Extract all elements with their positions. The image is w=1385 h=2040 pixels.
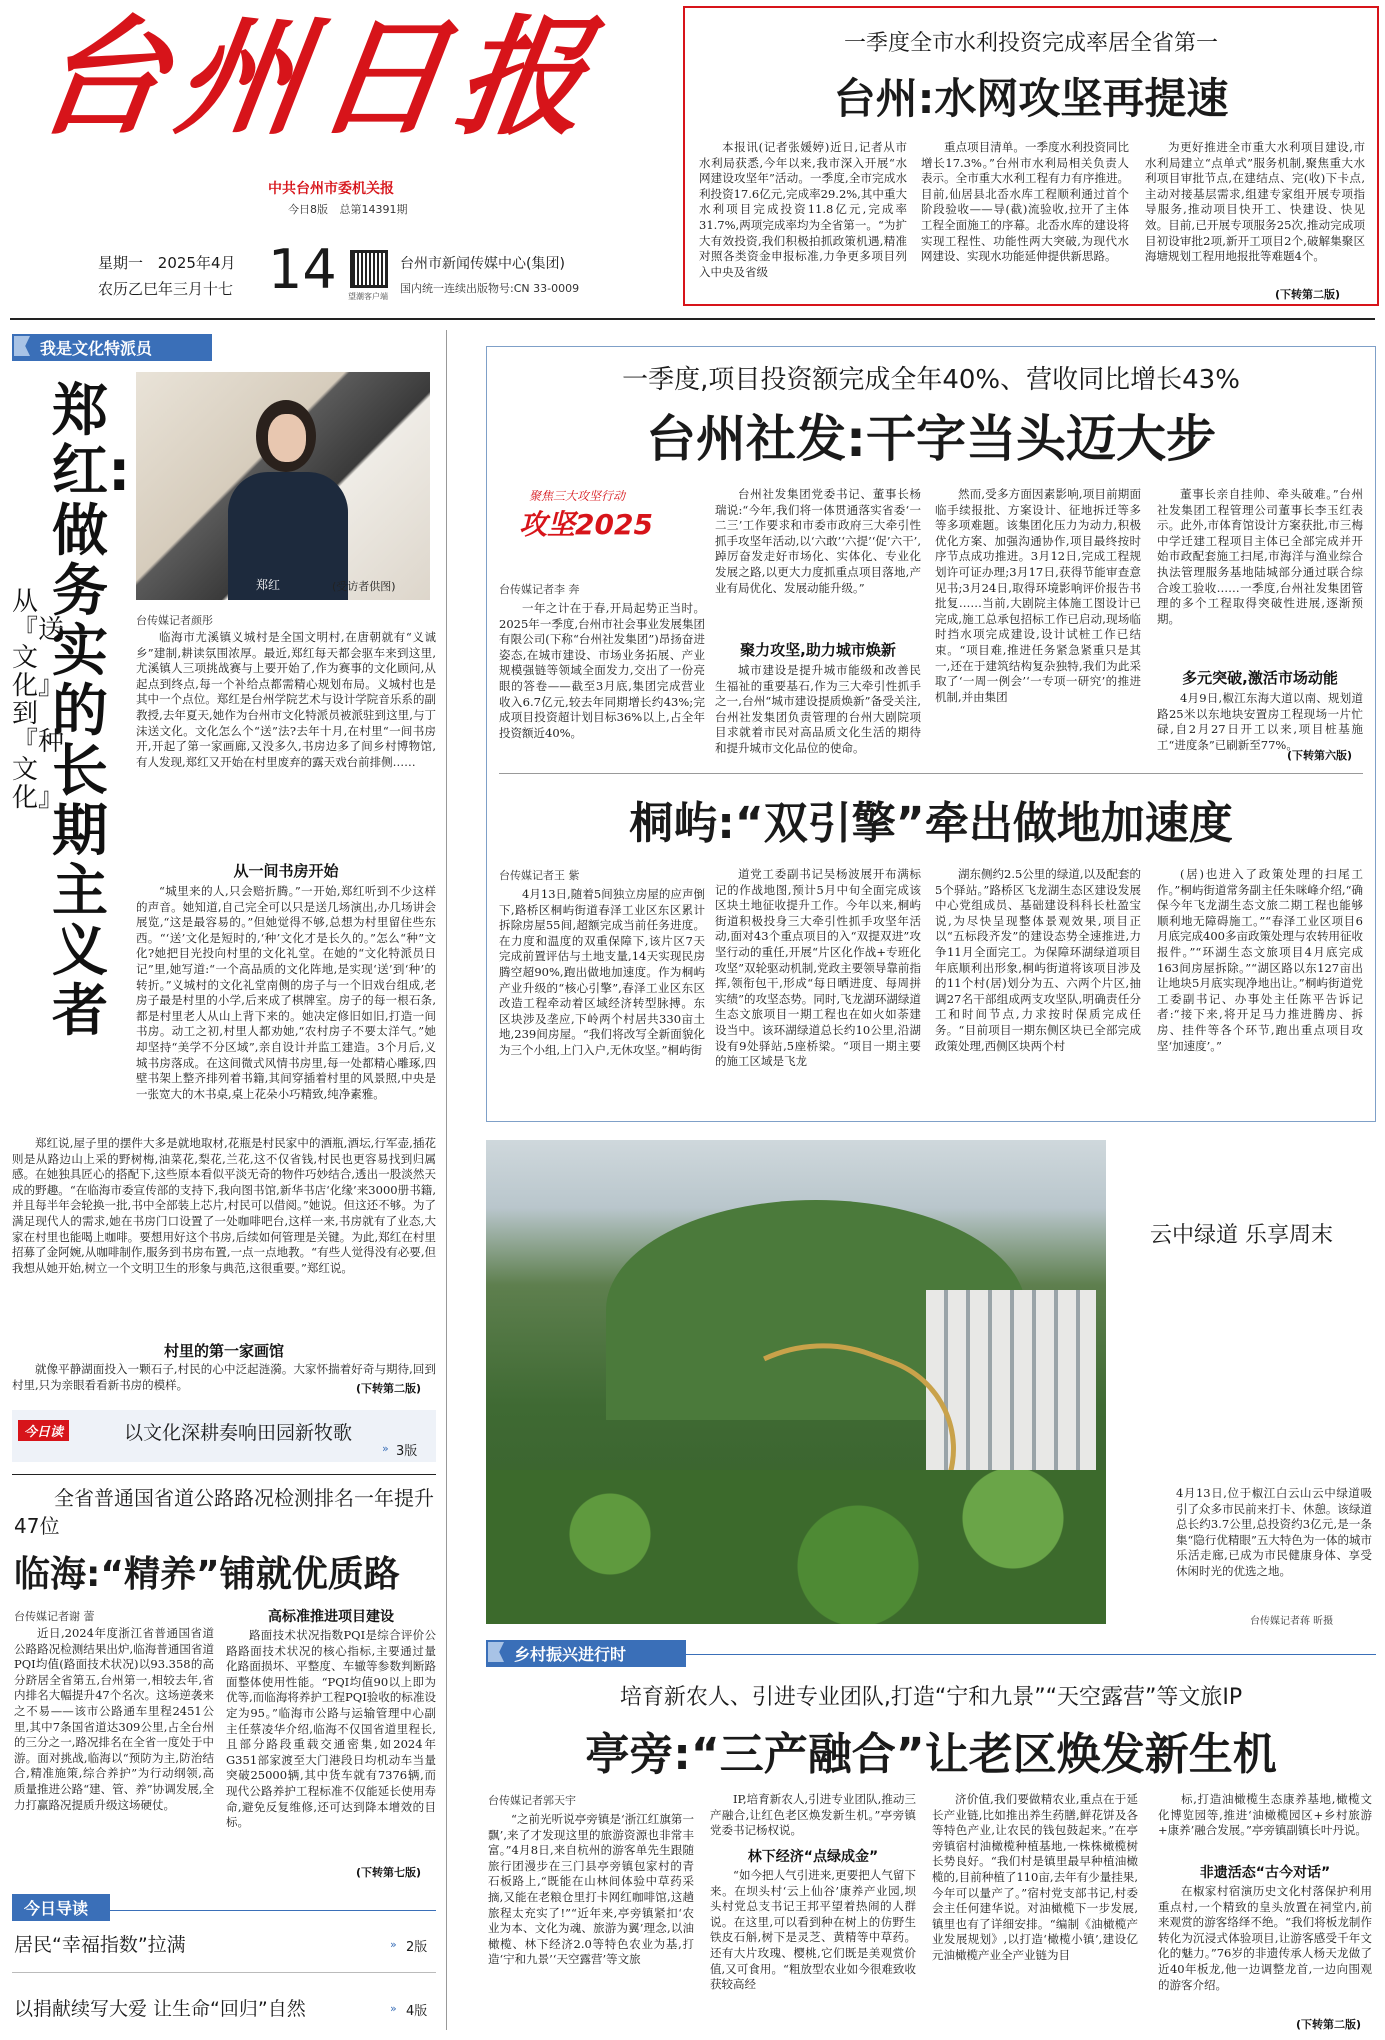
promo-page[interactable]: 3版 [396,1444,418,1459]
masthead [0,0,680,245]
linhai-col-2: 路面技术状况指数PQI是综合评价公路路面技术状况的核心指标,主要通过量化路面损坏、平整度、车辙等参数判断路面整体使用性能。“PQI均值90以上即为优等,而临海将养护工程PQI验收的标准设定为95。”临海市公路与运输管理中心副主任蔡凌华介绍,临海不仅国省道里程长,且部分路段重载交通密集,如2024年G351部家渡至大门港段日均机动车当量突破25000辆,其中货车就有7376辆,而现代公路养护工程标准不仅能延长使用寿命,避免反复维修,还可达到降本增效的目标。 [226,1628,436,1830]
double-chevron-icon: » [390,2002,397,2015]
shefa-col-1: 一年之计在于春,开局起势正当时。2025年一季度,台州市社会事业发展集团有限公司(下称“台州社发集团”)昂扬奋进姿态,在城市建设、市场业务拓展、产业规模强链等领域全面发力,交出了一份亮眼的答卷——截至3月底,集团完成营业收入6.7亿元,较去年同期增长约43%;完成项目投资超计划目标36%以上,占全年投资额近40%。 [499,601,705,740]
shefa-sub-1: 聚力攻坚,助力城市焕新 [740,641,896,659]
top-story-col-3: 为更好推进全市重大水利项目建设,市水利局建立“点单式”服务机制,聚焦重大水利项目审批节点,在建结点、完(收)下卡点,主动对接基层需求,组建专家组开展专项指导服务,推动项目快开工、快建设、快见效。目前,已开展专项服务25次,推动完成项目初设审批2项,新开工项目2个,破解集聚区海塘规划工程用地报批等难题4个。 [1145,140,1365,264]
top-story-headline[interactable]: 台州:水网攻坚再提速 [833,74,1229,123]
linhai-col-1: 近日,2024年度浙江省普通国省道公路路况检测结果出炉,临海普通国省道PQI均值(路面技术状况)以93.358的高分跻居全省第五,台州第一,相较去年,省内排名大幅提升47个名次。这场逆袭来之不易——该市公路通车里程2451公里,其中7条国省道达309公里,占全台州的三分之一,路况排名在全省一度处于中游。面对挑战,临海以“预防为主,防治结合,精准施策,综合养护”为行动纲领,高质量推进公路“建、管、养”协调发展,全力打赢路况提质升级这场硬仗。 [14,1626,214,1812]
shefa-headline[interactable]: 台州社发:干字当头迈大步 [646,410,1216,468]
shefa-col-2a: 台州社发集团党委书记、董事长杨瑞说:“今年,我们将一体贯通落实省委‘一二三’工作要求和市委市政府三大牵引性抓手攻坚年活动,以‘六敢’‘六提’‘促’六干’,踔厉奋发走好市场化、实体化、专业化发展之路,以更大力度抓重点项目落地,产业有局优化、发展动能升级。” [715,487,921,595]
culture-byline: 台传媒记者颜彤 [136,614,213,627]
culture-sub-1: 从一间书房开始 [233,862,339,880]
shefa-sub-2: 多元突破,激活市场动能 [1182,669,1338,687]
shefa-col-4b: 4月9日,椒江东海大道以南、规划道路25米以东地块安置房工程现场一片忙碌,自2月27日开工以来,项目桩基施工“进度条”已刷新至77%。 [1157,691,1363,751]
culture-body-2: “城里来的人,只会赔折腾。”一开始,郑红听到不少这样的声音。她知道,自己完全可以只是送几场演出,办几场讲会展览,“这是最容易的。”但她觉得不够,总想为村里留住些东西。“‘送’文化是短时的,‘种’文化才是长久的。”怎么“种”文化?她把目光投向村里的文化礼堂。在她的“文化特派员日记”里,她写道:“一个高品质的文化阵地,是实现‘送’到‘种’的转折。”义城村的文化礼堂南侧的房子与一个旧戏台组成,老房子最是村里的小学,后来成了棋牌室。房子的每一根石条,都是村里老人从山上背下来的。她决定修旧如旧,打造一间书房。动工之初,村里人都劝她,“农村房子不要太洋气。”她却坚持“美学不分区域”,亲自设计并监工建造。3个月后,义城书房落成。在这间微式风情书房里,每一处都精心雕琢,四壁书架上整齐排列着书籍,其间穿插着村里的风景照,中央是一张宽大的木书桌,桌上花朵小巧精致,纯净素雅。 [136,884,436,1101]
tingpang-headline[interactable]: 亭旁:“三产融合”让老区焕发新生机 [585,1729,1277,1780]
culture-body-4: 就像平静湖面投入一颗石子,村民的心中泛起涟漪。大家怀揣着好奇与期待,回到村里,只为亲眼看看新书房的模样。 [12,1362,436,1392]
tingpang-sub-1: 林下经济“点绿成金” [747,1849,879,1865]
tingpang-col-3: 济价值,我们要做精农业,重点在于延长产业链,比如推出养生药膳,鲜花饼及各等特色产业,让农民的钱包鼓起来。”在亭旁镇宿村油橄榄种植基地,一株株橄榄树长势良好。“我们村是镇里最早种植油橄榄的,目前种植了110亩,去年有少量挂果,今年可以量产了。”宿村党支部书记,村委会主任何建华说。对油橄榄下一步发展,镇里也有了详细安排。“编制《油橄榄产业发展规划》,以打造‘橄榄小镇’,建设亿元油橄榄产业全产业链为目 [932,1792,1138,1962]
guide-item-2-page[interactable]: 4版 [406,2004,428,2019]
top-story-kicker: 一季度全市水利投资完成率居全省第一 [843,31,1218,56]
promo-box[interactable] [12,1410,436,1462]
culture-body-3: 郑红说,屋子里的摆件大多是就地取材,花瓶是村民家中的酒瓶,酒坛,行军壶,插花则是从路边山上采的野树梅,油菜花,梨花,兰花,这不仅省钱,村民也更容易找到归属感。在她独具匠心的搭配下,这些原本看似平淡无奇的物件巧妙结合,透出一股淡然天成的野趣。“在临海市委宣传部的支持下,我向图书馆,新华书店‘化缘’来3000册书籍,并且每半年会轮换一批,书中全部装上芯片,村民可以借阅。”她说。但这还不够。为了满足现代人的需求,她在书房门口设置了一处咖啡吧台,这样一来,书房就有了业态,大家在村里也能喝上咖啡。要想用好这个书房,后续如何管理是关键。为此,郑红在村里招募了金阿婉,从咖啡制作,服务到书房布置,一点一点地教。“有些人觉得没有必要,但我想从她开始,树立一个文明卫生的形象与典范,这很重要。”郑红说。 [12,1136,436,1275]
shefa-badge-text: 攻坚2025 [519,508,653,541]
shefa-col-3: 然而,受多方面因素影响,项目前期面临手续报批、方案设计、征地拆迁等多等多项难题。该集团化压力为动力,积极优化方案、加强沟通协作,项目最终按时序节点成功推进。3月12日,完成工程规划许可证办理;3月17日,获得节能审查意见书;3月24日,取得环境影响评价报告书批复……当前,大剧院主体施工图设计已完成,施工总承包招标工作已启动,现场临时挡水项完成建设,设计试桩工作已结束。“项目难,推进任务紧急紧重只是其一,还在于建筑结构复杂独特,我们为此采取了‘一周一例会’‘一专项一研究’的推进机制,并由集团 [935,487,1141,704]
shefa-frame [486,346,1376,1122]
tingpang-tag: 乡村振兴进行时 [486,1640,686,1667]
qr-code-icon[interactable] [350,250,388,288]
guide-item-1[interactable]: 居民“幸福指数”拉满 [14,1934,186,1956]
tingpang-col-2a: IP,培育新农人,引进专业团队,推动三产融合,让红色老区焕发新生机。”亭旁镇党委书记杨权说。 [710,1792,916,1838]
culture-tag: 我是文化特派员 [12,334,212,361]
linhai-headline[interactable]: 临海:“精养”铺就优质路 [14,1554,400,1595]
tongyu-col-3: 湖东侧约2.5公里的绿道,以及配套的5个驿站。”路桥区飞龙湖生态区建设发展中心党组成员、基础建设科科长杜盈宝说,为尽快呈现整体景观效果,项目正以“五标段齐发”的建设态势全速推进,力争11月全面完工。为保障环湖绿道项目年底顺利出形象,桐屿街道将该项目涉及的11个村(居)划分为五、六两个片区,抽调27名干部组成两支攻坚队,明确责任分工和时间节点,力求按时保质完成任务。“目前项目一期东侧区块已全部完成政策处理,西侧区块两个村 [935,867,1141,1053]
shefa-badge [499,487,689,547]
tingpang-more[interactable]: (下转第二版) [1296,2018,1362,2031]
photo-credit: (受访者供图) [332,580,396,593]
tongyu-byline: 台传媒记者王 紫 [499,869,580,882]
photo-credit-line: 台传媒记者蒋 昕摄 [1250,1616,1334,1627]
date-weekday: 星期一 [98,254,144,272]
promo-label: 今日读 [18,1420,69,1441]
tingpang-col-2b: “如今把人气引进来,更要把人气留下来。在坝头村‘云上仙谷’康养产业园,坝头村党总支书记王邦平望着热闹的人群说。在这里,可以看到种在树上的仿野生铁皮石斛,树下是灵芝、黄精等中草药。还有大片玫瑰、樱桃,它们既是美观赏价值,又可食用。“粗放型农业如今很难致收获较高经 [710,1868,916,1992]
shefa-badge-top: 聚焦三大攻坚行动 [529,489,626,503]
date-day: 14 [268,238,337,301]
tongyu-col-2: 道党工委副书记吴杨波展开布满标记的作战地图,预计5月中旬全面完成该区块土地征收提升工作。今年以来,桐屿街道积极投身三大牵引性抓手攻坚年活动,面对43个重点项目的入“双提双进”攻坚行动的重任,开展“片区化作战+专班化攻坚”双轮驱动机制,党政主要领导靠前指挥,领衔包干,形成“每日晒进度、每周拼实绩”的攻坚态势。同时,飞龙湖环湖绿道生态文旅项目一期工程也在如火如荼建设当中。该环湖绿道总长约10公里,沿湖设有9处驿站,5座桥梁。“项目一期主要的施工区域是飞龙 [715,867,921,1069]
shefa-col-4a: 董事长亲自挂帅、牵头破难。”台州社发集团工程管理公司董事长李玉红表示。此外,市体育馆设计方案获批,市三梅中学迁建工程项目主体已全部完成并开始市政配套施工扫尾,市海洋与渔业综合执法管理服务基地陆城部分通过联合综合竣工验收……一季度,台州社发集团管理的多个工程取得突破性进展,逐渐预期。 [1157,487,1363,626]
linhai-sub: 高标准推进项目建设 [268,1609,394,1625]
photo-caption: 4月13日,位于椒江白云山云中绿道吸引了众多市民前来打卡、休憩。该绿道总长约3.7公里,总投资约3亿元,是一条集“隐行优精眼”五大特色为一体的城市乐活走廊,已成为市民健康身体、享受休闲时光的优选之地。 [1176,1486,1372,1578]
shefa-more[interactable]: (下转第六版) [1287,749,1353,762]
photo-foreground-trees [486,1470,1106,1624]
tingpang-sub-2: 非遗活态“古今对话” [1199,1865,1331,1881]
portrait-body [228,472,348,600]
promo-text: 以文化深耕奏响田园新牧歌 [124,1422,353,1444]
masthead-edition: 今日8版 [288,203,328,216]
guide-divider [12,1972,436,1973]
culture-headline[interactable]: 郑红:做务实的长期主义者 [52,379,131,1044]
masthead-sponsor: 中共台州市委机关报 [268,181,394,197]
top-story-col-2: 重点项目清单。一季度水利投资同比增长17.3%。”台州市水利局相关负责人表示。全市重大水利工程有力有序推进。目前,仙居县北岙水库工程顺利通过首个阶段验收——导(截)流验收,拉开了主体工程全面施工的序幕。北岙水库的建设将实现工程性、功能性两大突破,为现代水网建设、实现水功能延伸提供新思路。 [921,140,1129,264]
culture-more[interactable]: (下转第二版) [356,1382,422,1395]
top-story-more[interactable]: (下转第二版) [1275,288,1341,301]
cn-number: 国内统一连续出版物号:CN 33-0009 [400,282,580,295]
linhai-more[interactable]: (下转第七版) [356,1866,422,1879]
date-lunar: 农历乙巳年三月十七 [98,280,234,298]
culture-subhead: 从『送文化』到『种文化』 [12,587,65,813]
column-divider [446,330,447,2030]
tongyu-col-4: (居)也进入了政策处理的扫尾工作。”桐屿街道常务副主任朱咪峰介绍,“确保今年飞龙湖生态文旅二期工程也能够顺利地无障碍施工。”“春泽工业区项目6月底完成400多亩政策处理与农转用征收报件。”“环湖生态文旅项目4月底完成163间房屋拆除。”“湖区路以东127亩出让地块5月底实现净地出让。”桐屿街道党工委副书记、办事处主任陈平告诉记者:“接下来,将开足马力推进腾房、拆房、挂件等各个环节,跑出重点项目攻坚‘加速度’。” [1157,867,1363,1053]
masthead-title: 台州日报 [27,3,609,153]
guide-item-2[interactable]: 以捐献续写大爱 让生命“回归”自然 [14,1998,306,2020]
guide-rule [110,1910,436,1911]
masthead-edition-line [288,201,408,217]
shefa-kicker: 一季度,项目投资额完成全年40%、营收同比增长43% [622,365,1240,395]
guide-label: 今日导读 [12,1894,110,1921]
photo-title: 云中绿道 乐享周末 [1150,1223,1333,1248]
tongyu-col-1: 4月13日,随着5间独立房屋的应声倒下,路桥区桐屿街道春泽工业区东区累计拆除房屋55间,超额完成当前任务进度。在力度和温度的双重保障下,该片区7天完成前置评估与土地支量,14天实现民房腾空超90%,跑出做地加速度。作为桐屿产业升级的“核心引擎”,春泽工业区东区改造工程牵动着区域经济转型脉搏。东区块涉及垄应,下岭两个村居共330亩土地,239间房屋。“我们将改写全新面貌化为三个小组,上门入户,无休攻坚。”桐屿街 [499,887,705,1057]
culture-body-1: 临海市尤溪镇义城村是全国文明村,在唐朝就有“义诚乡”建制,耕读氛围浓厚。最近,郑红每天都会驱车来到这里,尤溪镇人三项挑战赛与上要开始了,作为赛事的文化顾问,从起点到终点,每一个补给点都需精心规划布局。义城村也是其中一个点位。郑红是台州学院艺术与设计学院音乐系的副教授,去年夏天,她作为台州市文化特派员被派驻到这里,与丁沫送文化。文化怎么个“送”法?去年十月,在村里“一间书房开,开起了第一家画廊,又没多久,书房边多了间乡村博物馆,有人发现,郑红又开始在村里废弃的露天戏台前排侧…… [136,630,436,769]
guide-item-1-page[interactable]: 2版 [406,1940,428,1955]
tingpang-col-4b: 在椒家村宿演历史文化村落保护利用重点村,一个精致的皇头放置在祠堂内,前来观赏的游客络绎不绝。“我们将板龙制作转化为沉浸式体验项目,让游客感受千年文化的魅力。”76岁的非遗传承人杨天龙做了近40年板龙,他一边调整龙首,一边向围观的游客介绍。 [1158,1884,1372,1992]
culture-photo [136,372,430,600]
double-chevron-icon: » [382,1442,389,1455]
culture-sub-2: 村里的第一家画馆 [163,1342,284,1360]
shefa-rule [499,773,1363,774]
portrait-face [268,414,306,462]
photo-name: 郑红 [256,578,281,592]
shefa-col-2b: 城市建设是提升城市能级和改善民生福祉的重要基石,作为三大牵引性抓手之一,台州“城市建设提质焕新”备受关注,台州社发集团负责管理的台州大剧院项目求就着市民对高品质文化生活的期待和提升城市文化品位的使命。 [715,663,921,755]
tingpang-col-4a: 标,打造油橄榄生态康养基地,橄榄文化博览园等,推进‘油橄榄园区+乡村旅游+康养’融合发展。”亭旁镇副镇长叶丹说。 [1158,1792,1372,1838]
tingpang-rule [686,1654,1376,1655]
double-chevron-icon: » [390,1938,397,1951]
masthead-rule [10,318,1375,320]
linhai-byline: 台传媒记者谢 蕾 [14,1610,95,1623]
tingpang-col-1: “之前光听说亭旁镇是‘浙江红旗第一飘’,来了才发现这里的旅游资源也非常丰富。”4月8日,来自杭州的游客单先生跟随旅行团漫步在三门县亭旁镇包家村的青石板路上,“既能在山林间体验中草药采摘,又能在老粮仓里打卡网红咖啡馆,这趟旅程太充实了!”“近年来,亭旁镇紧扣‘农业为本、文化为魂、旅游为翼’理念,以油橄榄、林下经济2.0等特色农业为基,打造‘宁和九景’‘天空露营’等文旅 [488,1812,694,1967]
tingpang-byline: 台传媒记者郭天宇 [488,1794,576,1807]
date-month: 2025年4月 [157,254,236,272]
top-story-col-1: 本报讯(记者张媛婷)近日,记者从市水利局获悉,今年以来,我市深入开展“水网建设攻坚年”活动。一季度,全市完成水利投资17.6亿元,完成率29.2%,其中重大水利项目完成投资11.8亿元,完成率31.7%,两项完成率均为全省第一。“为扩大有效投资,我们积极拍抓政策机遇,精准对照各类资金申报标准,力争更多项目列入中央及省级 [699,140,907,279]
publisher: 台州市新闻传媒中心(集团) [400,256,565,272]
greenway-photo [486,1140,1106,1624]
linhai-kicker: 全省普通国省道公路路况检测排名一年提升47位 [14,1486,434,1538]
tongyu-headline[interactable]: 桐屿:“双引擎”牵出做地加速度 [629,798,1233,849]
shefa-byline: 台传媒记者李 奔 [499,583,580,596]
top-story-frame [683,6,1379,306]
linhai-rule [12,1474,436,1475]
date-line-1 [98,252,236,273]
qr-caption: 望潮客户端 [348,292,388,301]
tingpang-kicker: 培育新农人、引进专业团队,打造“宁和九景”“天空露营”等文旅IP [619,1685,1243,1710]
masthead-issue: 总第14391期 [339,203,408,216]
